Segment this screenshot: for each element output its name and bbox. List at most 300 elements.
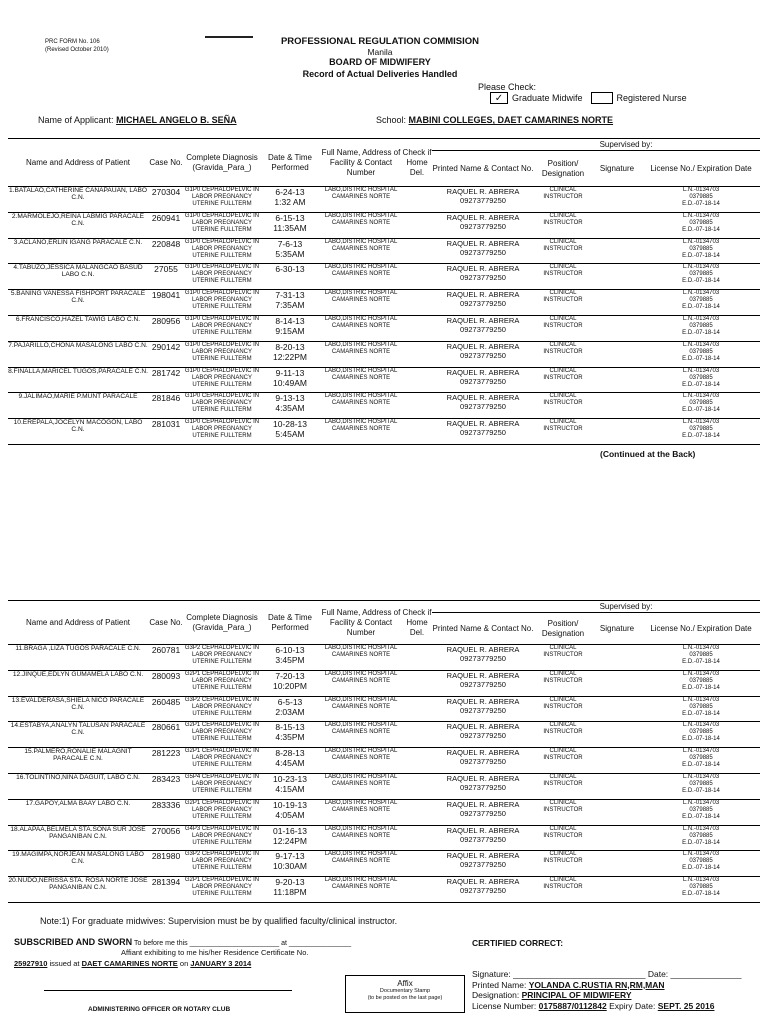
supervisor-license <box>642 877 760 903</box>
board-title: BOARD OF MIDWIFERY <box>329 57 431 67</box>
patient-name-address: 11.BRAGA ,LIZA TUGOS PARACALE C.N. <box>8 645 148 671</box>
table-row <box>8 877 760 903</box>
patient-name-address: 15.PALMERO,RONALIE MALAGNIT PARACALE C.N. <box>8 748 148 774</box>
supervisor-name: RAQUEL R. ABRERA <box>446 825 520 835</box>
license-number: L.N.-0134703 <box>682 799 720 806</box>
facility: LABO,DISTRIC HOSPITAL CAMARINES NORTE <box>320 722 402 748</box>
supervisor-phone: 09273779250 <box>460 324 506 334</box>
please-check-options <box>490 92 687 104</box>
supervisor-signature <box>592 722 642 748</box>
form-revised-text: (Revised October 2010) <box>45 47 109 53</box>
license-secondary: 0379885 <box>689 348 713 355</box>
supervisor-license <box>642 722 760 748</box>
license-secondary: 0379885 <box>689 426 713 433</box>
table-row <box>8 748 760 774</box>
supervisor-license <box>642 187 760 213</box>
deliveries-table-1 <box>8 138 760 445</box>
table-row <box>8 290 760 316</box>
facility: LABO,DISTRIC HOSPITAL CAMARINES NORTE <box>320 645 402 671</box>
date-time <box>260 645 320 671</box>
license-secondary: 0379885 <box>689 400 713 407</box>
supervisor-phone: 09273779250 <box>460 757 506 767</box>
date-time <box>260 670 320 696</box>
supervisor-phone: 09273779250 <box>460 808 506 818</box>
diagnosis: G1P0 CEPHALOPELVIC IN LABOR PREGNANCY UTERINE FULLTERM <box>184 187 260 213</box>
license-expiry: E.D.-07-18-14 <box>682 201 720 207</box>
license-secondary: 0379885 <box>689 703 713 710</box>
case-number: 270304 <box>148 187 184 213</box>
supervisor-license <box>642 315 760 341</box>
col-home: Check if Home Del. <box>402 139 432 187</box>
home-delivery-check <box>402 367 432 393</box>
license-number: L.N.-0134703 <box>682 264 720 271</box>
home-delivery-check <box>402 315 432 341</box>
supervisor-position: CLINICAL INSTRUCTOR <box>534 290 592 316</box>
supervisor-phone: 09273779250 <box>460 350 506 360</box>
home-delivery-check <box>402 799 432 825</box>
license-secondary: 0379885 <box>689 322 713 329</box>
supervisor-name-contact <box>432 799 534 825</box>
date-time <box>260 696 320 722</box>
date-time <box>260 773 320 799</box>
patient-name-address: 9.JALIMAO,MARIE P.MUNT PARACALE <box>8 393 148 419</box>
delivery-date: 9-13-13 <box>275 393 305 404</box>
table-row <box>8 393 760 419</box>
license-expiry: E.D.-07-18-14 <box>682 684 720 691</box>
delivery-date: 9-20-13 <box>275 877 305 888</box>
license-number: L.N.-0134703 <box>682 851 720 858</box>
home-delivery-check <box>402 290 432 316</box>
diagnosis: G2P1 CEPHALOPELVIC IN LABOR PREGNANCY UTERINE FULLTERM <box>184 748 260 774</box>
supervisor-name: RAQUEL R. ABRERA <box>446 315 520 325</box>
on-label: on <box>177 959 191 968</box>
facility: LABO,DISTRIC HOSPITAL CAMARINES NORTE <box>320 773 402 799</box>
facility: LABO,DISTRIC HOSPITAL CAMARINES NORTE <box>320 264 402 290</box>
delivery-time: 4:35PM <box>275 732 305 743</box>
license-expiry: E.D.-07-18-14 <box>682 407 720 414</box>
supervisor-signature <box>592 315 642 341</box>
home-delivery-check <box>402 212 432 238</box>
form-number <box>45 38 109 54</box>
delivery-time: 3:45PM <box>275 655 305 665</box>
supervisor-phone: 09273779250 <box>460 679 506 689</box>
supervisor-license <box>642 341 760 367</box>
home-delivery-check <box>402 877 432 903</box>
designation-label: Designation: <box>472 990 522 1000</box>
case-number: 260941 <box>148 212 184 238</box>
supervisor-name-contact <box>432 851 534 877</box>
delivery-time: 11:18PM <box>273 887 307 898</box>
supervisor-license <box>642 393 760 419</box>
facility: LABO,DISTRIC HOSPITAL CAMARINES NORTE <box>320 419 402 445</box>
supervisor-signature <box>592 264 642 290</box>
administering-officer-label: ADMINISTERING OFFICER OR NOTARY CLUB <box>88 1006 231 1013</box>
table-row <box>8 187 760 213</box>
license-number: L.N.-0134703 <box>682 877 720 884</box>
certification-block <box>472 969 741 1011</box>
col-position: Position/ Designation <box>534 613 592 645</box>
facility: LABO,DISTRIC HOSPITAL CAMARINES NORTE <box>320 290 402 316</box>
license-number: L.N.-0134703 <box>682 670 720 677</box>
supervisor-signature <box>592 877 642 903</box>
facility: LABO,DISTRIC HOSPITAL CAMARINES NORTE <box>320 315 402 341</box>
supervisor-position: CLINICAL INSTRUCTOR <box>534 264 592 290</box>
supervisor-position: CLINICAL INSTRUCTOR <box>534 696 592 722</box>
license-number: L.N.-0134703 <box>682 419 720 426</box>
home-delivery-check <box>402 696 432 722</box>
col-supervised: Supervised by: <box>432 139 760 151</box>
case-number: 281846 <box>148 393 184 419</box>
supervisor-name: RAQUEL R. ABRERA <box>446 367 520 377</box>
supervisor-name: RAQUEL R. ABRERA <box>446 212 520 222</box>
delivery-date: 6-30-13 <box>275 264 305 275</box>
supervisor-signature <box>592 696 642 722</box>
date-time <box>260 393 320 419</box>
home-delivery-check <box>402 748 432 774</box>
supervisor-signature <box>592 187 642 213</box>
supervisor-signature <box>592 341 642 367</box>
supervisor-license <box>642 799 760 825</box>
supervisor-phone: 09273779250 <box>460 782 506 792</box>
supervisor-position: CLINICAL INSTRUCTOR <box>534 212 592 238</box>
case-number: 290142 <box>148 341 184 367</box>
diagnosis: G3P2 CEPHALOPELVIC IN LABOR PREGNANCY UTERINE FULLTERM <box>184 851 260 877</box>
case-number: 280093 <box>148 670 184 696</box>
table-row <box>8 670 760 696</box>
supervisor-name-contact <box>432 696 534 722</box>
license-expiry: E.D.-07-18-14 <box>682 226 720 233</box>
license-secondary: 0379885 <box>689 780 713 787</box>
home-delivery-check <box>402 825 432 851</box>
delivery-date: 6-10-13 <box>275 645 305 655</box>
delivery-time: 12:22PM <box>272 351 308 362</box>
license-expiry: E.D.-07-18-14 <box>682 278 720 285</box>
record-title: Record of Actual Deliveries Handled <box>302 69 458 79</box>
supervisor-name: RAQUEL R. ABRERA <box>446 290 520 300</box>
graduate-midwife-checkbox[interactable]: ✓ <box>490 92 508 104</box>
col-date: Date & Time Performed <box>260 139 320 187</box>
supervisor-signature <box>592 773 642 799</box>
date-time <box>260 238 320 264</box>
certified-correct-label: CERTIFIED CORRECT: <box>472 938 564 948</box>
supervisor-position: CLINICAL INSTRUCTOR <box>534 187 592 213</box>
supervision-note: Note:1) For graduate midwives: Supervision must be by qualified faculty/clinical instructor. <box>40 916 398 926</box>
home-delivery-check <box>402 264 432 290</box>
home-delivery-check <box>402 238 432 264</box>
patient-name-address: 7.PAJARILLO,CHONA MASALONG LABO C.N. <box>8 341 148 367</box>
license-expiry: E.D.-07-18-14 <box>682 710 720 717</box>
col-name: Name and Address of Patient <box>8 139 148 187</box>
supervisor-phone: 09273779250 <box>460 886 506 896</box>
expiry-label: Expiry Date: <box>606 1000 658 1011</box>
supervisor-name-contact <box>432 877 534 903</box>
diagnosis: G3P2 CEPHALOPELVIC IN LABOR PREGNANCY UTERINE FULLTERM <box>184 645 260 671</box>
supervisor-license <box>642 851 760 877</box>
supervisor-name-contact <box>432 645 534 671</box>
facility: LABO,DISTRIC HOSPITAL CAMARINES NORTE <box>320 851 402 877</box>
diagnosis: G1P0 CEPHALOPELVIC IN LABOR PREGNANCY UTERINE FULLTERM <box>184 393 260 419</box>
supervisor-name-contact <box>432 419 534 445</box>
delivery-time: 5:45AM <box>275 429 305 440</box>
supervisor-phone: 09273779250 <box>460 402 506 412</box>
table-row <box>8 212 760 238</box>
license-expiry: E.D.-07-18-14 <box>682 355 720 362</box>
license-expiry: E.D.-07-18-14 <box>682 381 720 388</box>
table-row <box>8 645 760 671</box>
license-number: L.N.-0134703 <box>682 367 720 374</box>
license-number: L.N.-0134703 <box>682 722 720 729</box>
col-signature: Signature <box>592 151 642 187</box>
supervisor-phone: 09273779250 <box>460 731 506 741</box>
delivery-time: 2:03AM <box>275 706 305 717</box>
case-number: 281742 <box>148 367 184 393</box>
diagnosis: G1P0 CEPHALOPELVIC IN LABOR PREGNANCY UTERINE FULLTERM <box>184 315 260 341</box>
supervisor-signature <box>592 393 642 419</box>
patient-name-address: 18.ALAPAA,BELMELA STA.SONA SUR JOSE PANGANIBAN C.N. <box>8 825 148 851</box>
case-number: 198041 <box>148 290 184 316</box>
supervisor-name: RAQUEL R. ABRERA <box>446 264 520 274</box>
case-number: 220848 <box>148 238 184 264</box>
date-time <box>260 851 320 877</box>
supervisor-phone: 09273779250 <box>460 654 506 663</box>
delivery-time: 10:20PM <box>272 680 308 691</box>
stamp-label: Documentary Stamp <box>379 988 431 994</box>
supervisor-name: RAQUEL R. ABRERA <box>446 851 520 861</box>
home-delivery-check <box>402 187 432 213</box>
date-time <box>260 722 320 748</box>
facility: LABO,DISTRIC HOSPITAL CAMARINES NORTE <box>320 877 402 903</box>
designation-value: PRINCIPAL OF MIDWIFERY <box>521 990 632 1000</box>
diagnosis: G1P0 CEPHALOPELVIC IN LABOR PREGNANCY UTERINE FULLTERM <box>184 341 260 367</box>
diagnosis: G2P1 CEPHALOPELVIC IN LABOR PREGNANCY UTERINE FULLTERM <box>184 670 260 696</box>
home-delivery-check <box>402 393 432 419</box>
col-position: Position/ Designation <box>534 151 592 187</box>
delivery-time: 11:35AM <box>273 222 307 233</box>
license-secondary: 0379885 <box>689 271 713 278</box>
supervisor-signature <box>592 367 642 393</box>
license-secondary: 0379885 <box>689 806 713 813</box>
license-number: L.N.-0134703 <box>682 315 720 322</box>
supervisor-position: CLINICAL INSTRUCTOR <box>534 393 592 419</box>
registered-nurse-checkbox[interactable] <box>591 92 613 104</box>
delivery-date: 6-15-13 <box>275 212 305 223</box>
col-printed-name: Printed Name & Contact No. <box>432 151 534 187</box>
delivery-date: 10-23-13 <box>272 773 308 784</box>
license-secondary: 0379885 <box>689 219 713 226</box>
form-no-text: PRC FORM No. 106 <box>45 39 100 45</box>
subscribed-label: SUBSCRIBED AND SWORN <box>14 937 133 947</box>
supervisor-license <box>642 290 760 316</box>
delivery-time: 12:24PM <box>272 835 308 846</box>
license-number: L.N.-0134703 <box>682 212 720 219</box>
license-number: L.N.-0134703 <box>682 341 720 348</box>
patient-name-address: 4.TABUZO,JESSICA MALANGCAO BASUD LABO C.N. <box>8 264 148 290</box>
col-case: Case No. <box>148 139 184 187</box>
license-secondary: 0379885 <box>689 297 713 304</box>
supervisor-name-contact <box>432 238 534 264</box>
license-expiry: E.D.-07-18-14 <box>682 813 720 820</box>
supervisor-position: CLINICAL INSTRUCTOR <box>534 645 592 671</box>
supervisor-position: CLINICAL INSTRUCTOR <box>534 799 592 825</box>
col-signature: Signature <box>592 613 642 645</box>
expiry-date: SEPT. 25 2016 <box>657 1000 715 1011</box>
supervisor-position: CLINICAL INSTRUCTOR <box>534 341 592 367</box>
facility: LABO,DISTRIC HOSPITAL CAMARINES NORTE <box>320 825 402 851</box>
patient-name-address: 6.FRANCISCO,HAZEL TAWIG LABO C.N. <box>8 315 148 341</box>
supervisor-phone: 09273779250 <box>460 247 506 257</box>
supervisor-name: RAQUEL R. ABRERA <box>446 187 520 196</box>
license-secondary: 0379885 <box>689 677 713 684</box>
affix-label: Affix <box>397 979 413 988</box>
delivery-date: 6-24-13 <box>275 187 305 197</box>
case-number: 280661 <box>148 722 184 748</box>
supervisor-name-contact <box>432 367 534 393</box>
supervisor-phone: 09273779250 <box>460 376 506 386</box>
delivery-date: 7-31-13 <box>275 290 305 301</box>
license-expiry: E.D.-07-18-14 <box>682 787 720 794</box>
diagnosis: G1P0 CEPHALOPELVIC IN LABOR PREGNANCY UTERINE FULLTERM <box>184 290 260 316</box>
supervisor-license <box>642 238 760 264</box>
supervisor-position: CLINICAL INSTRUCTOR <box>534 722 592 748</box>
patient-name-address: 17.GAPOY,ALMA BAAY LABO C.N. <box>8 799 148 825</box>
date-time <box>260 315 320 341</box>
certificate-number: 25927910 <box>14 959 48 968</box>
applicant-line <box>38 115 237 125</box>
supervisor-signature <box>592 670 642 696</box>
applicant-label: Name of Applicant: <box>38 115 114 125</box>
supervisor-name-contact <box>432 341 534 367</box>
license-number: L.N.-0134703 <box>682 645 720 651</box>
col-home: Check if Home Del. <box>402 601 432 645</box>
diagnosis: G4P3 CEPHALOPELVIC IN LABOR PREGNANCY UTERINE FULLTERM <box>184 825 260 851</box>
license-secondary: 0379885 <box>689 729 713 736</box>
license-number: L.N.-0134703 <box>682 825 720 832</box>
notary-signature-line <box>44 990 292 991</box>
license-secondary: 0379885 <box>689 858 713 865</box>
license-expiry: E.D.-07-18-14 <box>682 329 720 336</box>
diagnosis: G2P1 CEPHALOPELVIC IN LABOR PREGNANCY UTERINE FULLTERM <box>184 722 260 748</box>
col-diagnosis: Complete Diagnosis (Gravida_Para_) <box>184 139 260 187</box>
patient-name-address: 14.ESTABYA,ANALYN TALUSAN PARACALE C.N. <box>8 722 148 748</box>
table-row <box>8 264 760 290</box>
supervisor-license <box>642 773 760 799</box>
license-label: License Number: <box>472 1000 539 1011</box>
delivery-time: 10:49AM <box>272 377 308 388</box>
supervisor-license <box>642 212 760 238</box>
table-row <box>8 341 760 367</box>
delivery-date: 9-11-13 <box>275 367 305 378</box>
diagnosis: G2P1 CEPHALOPELVIC IN LABOR PREGNANCY UTERINE FULLTERM <box>184 799 260 825</box>
supervisor-position: CLINICAL INSTRUCTOR <box>534 851 592 877</box>
table-row <box>8 696 760 722</box>
supervisor-name-contact <box>432 290 534 316</box>
date-time <box>260 799 320 825</box>
issued-at-label: issued at <box>47 959 82 968</box>
supervisor-name: RAQUEL R. ABRERA <box>446 696 520 706</box>
delivery-time: 4:15AM <box>275 783 305 794</box>
supervisor-position: CLINICAL INSTRUCTOR <box>534 670 592 696</box>
date-time <box>260 419 320 445</box>
diagnosis: G3P2 CEPHALOPELVIC IN LABOR PREGNANCY UTERINE FULLTERM <box>184 696 260 722</box>
residence-certificate-line <box>14 959 251 968</box>
license-secondary: 0379885 <box>689 755 713 762</box>
printed-name-label: Printed Name: <box>472 979 529 990</box>
supervisor-license <box>642 419 760 445</box>
supervisor-position: CLINICAL INSTRUCTOR <box>534 367 592 393</box>
license-expiry: E.D.-07-18-14 <box>682 659 720 665</box>
date-time <box>260 877 320 903</box>
supervisor-position: CLINICAL INSTRUCTOR <box>534 238 592 264</box>
patient-name-address: 3.ACLANO,ERLIN IGANG PARACALE C.N. <box>8 238 148 264</box>
home-delivery-check <box>402 645 432 671</box>
diagnosis: G5P4 CEPHALOPELVIC IN LABOR PREGNANCY UTERINE FULLTERM <box>184 773 260 799</box>
delivery-time: 9:15AM <box>275 325 305 336</box>
printed-name-value: YOLANDA C.RUSTIA RN,RM,MAN <box>528 979 665 990</box>
license-number: L.N.-0134703 <box>682 238 720 245</box>
home-delivery-check <box>402 722 432 748</box>
supervisor-position: CLINICAL INSTRUCTOR <box>534 315 592 341</box>
delivery-time: 10:30AM <box>272 861 308 872</box>
supervisor-license <box>642 748 760 774</box>
please-check-label: Please Check: <box>478 82 537 92</box>
case-number: 283423 <box>148 773 184 799</box>
col-printed-name: Printed Name & Contact No. <box>432 613 534 645</box>
delivery-date: 9-17-13 <box>275 851 305 862</box>
supervisor-phone: 09273779250 <box>460 273 506 283</box>
case-number: 281394 <box>148 877 184 903</box>
supervisor-position: CLINICAL INSTRUCTOR <box>534 419 592 445</box>
col-facility: Full Name, Address of Facility & Contact Number <box>320 139 402 187</box>
table-row <box>8 722 760 748</box>
col-license: License No./ Expiration Date <box>642 151 760 187</box>
facility: LABO,DISTRIC HOSPITAL CAMARINES NORTE <box>320 393 402 419</box>
diagnosis: G1P0 CEPHALOPELVIC IN LABOR PREGNANCY UTERINE FULLTERM <box>184 264 260 290</box>
deliveries-table-2 <box>8 600 760 903</box>
before-me-text: To before me this _______________________ at ________________ <box>132 940 352 947</box>
supervisor-phone: 09273779250 <box>460 834 506 844</box>
patient-name-address: 8.FINALLA,MARICEL TUGOS,PARACALE C.N. <box>8 367 148 393</box>
city: Manila <box>367 47 393 57</box>
date-time <box>260 367 320 393</box>
affiant-text: Affiant exhibiting to me his/her Residence Certificate No. <box>121 948 309 957</box>
supervisor-phone: 09273779250 <box>460 196 506 205</box>
supervisor-name: RAQUEL R. ABRERA <box>446 748 520 758</box>
supervisor-name: RAQUEL R. ABRERA <box>446 419 520 429</box>
supervisor-name-contact <box>432 315 534 341</box>
date-time <box>260 212 320 238</box>
date-time <box>260 341 320 367</box>
patient-name-address: 2.MARMOLEJO,REINA LABMIG PARACALE C.N. <box>8 212 148 238</box>
date-time <box>260 290 320 316</box>
patient-name-address: 19.MAGIMPA,NORJEAN MASALONG LABO C.N. <box>8 851 148 877</box>
supervisor-name: RAQUEL R. ABRERA <box>446 238 520 248</box>
supervisor-name: RAQUEL R. ABRERA <box>446 393 520 403</box>
issued-date: JANUARY 3 2014 <box>190 959 252 968</box>
supervisor-license <box>642 264 760 290</box>
supervisor-phone: 09273779250 <box>460 221 506 231</box>
home-delivery-check <box>402 341 432 367</box>
supervisor-name-contact <box>432 393 534 419</box>
diagnosis: G2P1 CEPHALOPELVIC IN LABOR PREGNANCY UTERINE FULLTERM <box>184 877 260 903</box>
patient-name-address: 1.BATALAO,CATHERINE CANAPAUAN, LABO C.N. <box>8 187 148 213</box>
supervisor-license <box>642 367 760 393</box>
delivery-date: 7-20-13 <box>275 670 305 681</box>
facility: LABO,DISTRIC HOSPITAL CAMARINES NORTE <box>320 367 402 393</box>
license-number: L.N.-0134703 <box>682 748 720 755</box>
supervisor-name-contact <box>432 187 534 213</box>
case-number: 281223 <box>148 748 184 774</box>
supervisor-name-contact <box>432 264 534 290</box>
